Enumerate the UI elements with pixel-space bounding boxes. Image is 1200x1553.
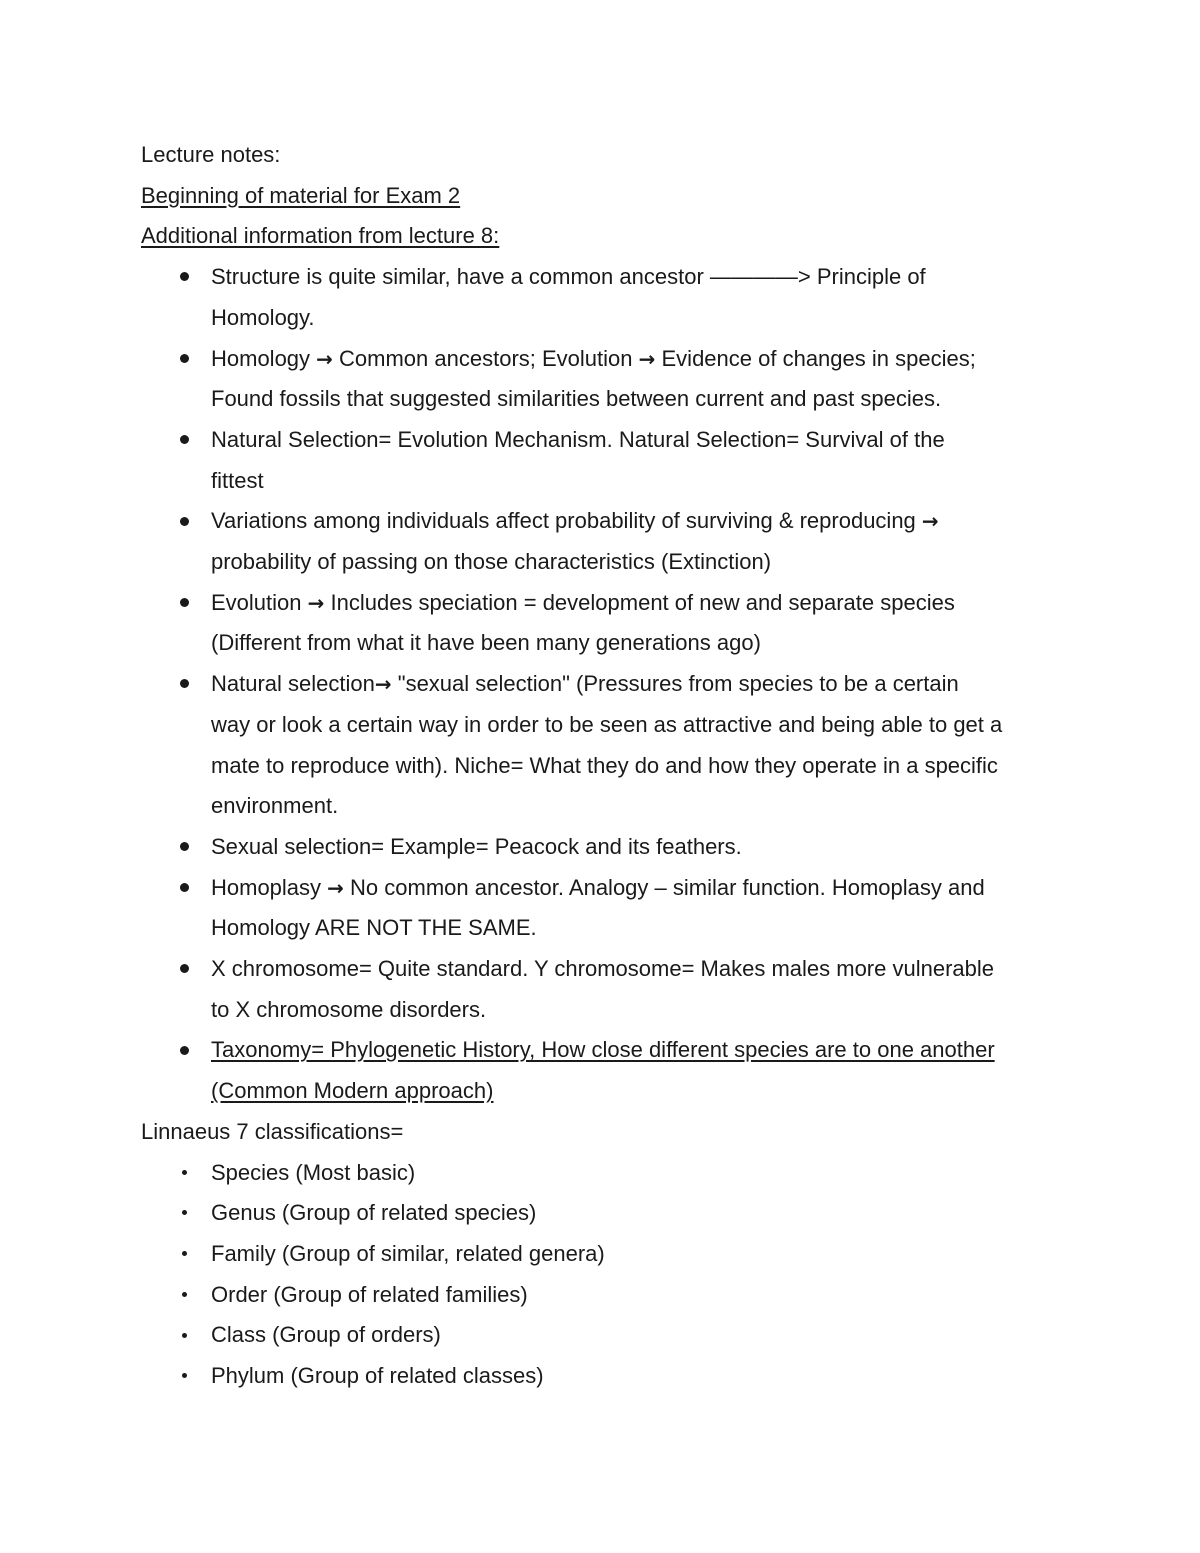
list-item: Evolution → Includes speciation = development of new and separate species (Different from what it have been many generations ago) (141, 583, 1071, 664)
arrow-right-icon: → (921, 509, 939, 534)
arrow-right-icon: → (327, 875, 344, 900)
list-item: Species (Most basic) (141, 1153, 1071, 1194)
list-item: X chromosome= Quite standard. Y chromosome= Makes males more vulnerable to X chromosome disorders. (141, 949, 1071, 1030)
list-item: Class (Group of orders) (141, 1315, 1071, 1356)
bullet-icon (174, 339, 194, 380)
bullet-icon (174, 1030, 194, 1071)
exam-heading: Beginning of material for Exam 2 (141, 182, 461, 208)
bullet-icon (174, 420, 194, 461)
bullet-icon (174, 1153, 194, 1194)
list-item: Variations among individuals affect probability of surviving & reproducing → probability of passing on those characteristics (Extinction) (141, 501, 1071, 582)
list-item: Family (Group of similar, related genera) (141, 1234, 1071, 1275)
bullet-icon (174, 1315, 194, 1356)
bullet-icon (174, 868, 194, 909)
bullet-icon (174, 827, 194, 868)
list-item: Phylum (Group of related classes) (141, 1356, 1071, 1397)
list-item: Structure is quite similar, have a common ancestor ————> Principle of Homology. (141, 257, 1071, 338)
list-item: Sexual selection= Example= Peacock and its feathers. (141, 827, 1071, 868)
lecture-bullet-list (141, 257, 1071, 1112)
list-item: Taxonomy= Phylogenetic History, How close different species are to one another (Common Modern approach) (141, 1030, 1071, 1111)
bullet-icon (174, 949, 194, 990)
arrow-right-icon: → (638, 346, 656, 371)
lecture-heading: Additional information from lecture 8: (141, 223, 500, 249)
doc-title: Lecture notes: (141, 142, 281, 167)
list-item: Homology → Common ancestors; Evolution → Evidence of changes in species; Found fossils that suggested similarities between current and past species. (141, 339, 1071, 420)
list-item: Homoplasy → No common ancestor. Analogy – similar function. Homoplasy and Homology ARE NOT THE SAME. (141, 868, 1071, 949)
bullet-icon (174, 1356, 194, 1397)
list-item: Order (Group of related families) (141, 1275, 1071, 1316)
arrow-right-icon: → (374, 672, 392, 697)
bullet-icon (174, 257, 194, 298)
bullet-icon (174, 1193, 194, 1234)
bullet-icon (174, 664, 194, 705)
list-item: Natural Selection= Evolution Mechanism. Natural Selection= Survival of the fittest (141, 420, 1071, 501)
list-item: Genus (Group of related species) (141, 1193, 1071, 1234)
classification-list (141, 1153, 1071, 1397)
bullet-icon (174, 1275, 194, 1316)
arrow-right-icon: → (307, 590, 325, 615)
linnaeus-heading: Linnaeus 7 classifications= (141, 1118, 404, 1144)
bullet-icon (174, 1234, 194, 1275)
bullet-icon (174, 501, 194, 542)
list-item: Natural selection→ "sexual selection" (Pressures from species to be a certain way or look a certain way in order to be seen as attractive and being able to get a mate to reproduce with). Niche= What they do and how they operate in a specific environment. (141, 664, 1071, 827)
bullet-icon (174, 583, 194, 624)
arrow-right-icon: → (316, 346, 333, 371)
document-body (141, 135, 1071, 1397)
